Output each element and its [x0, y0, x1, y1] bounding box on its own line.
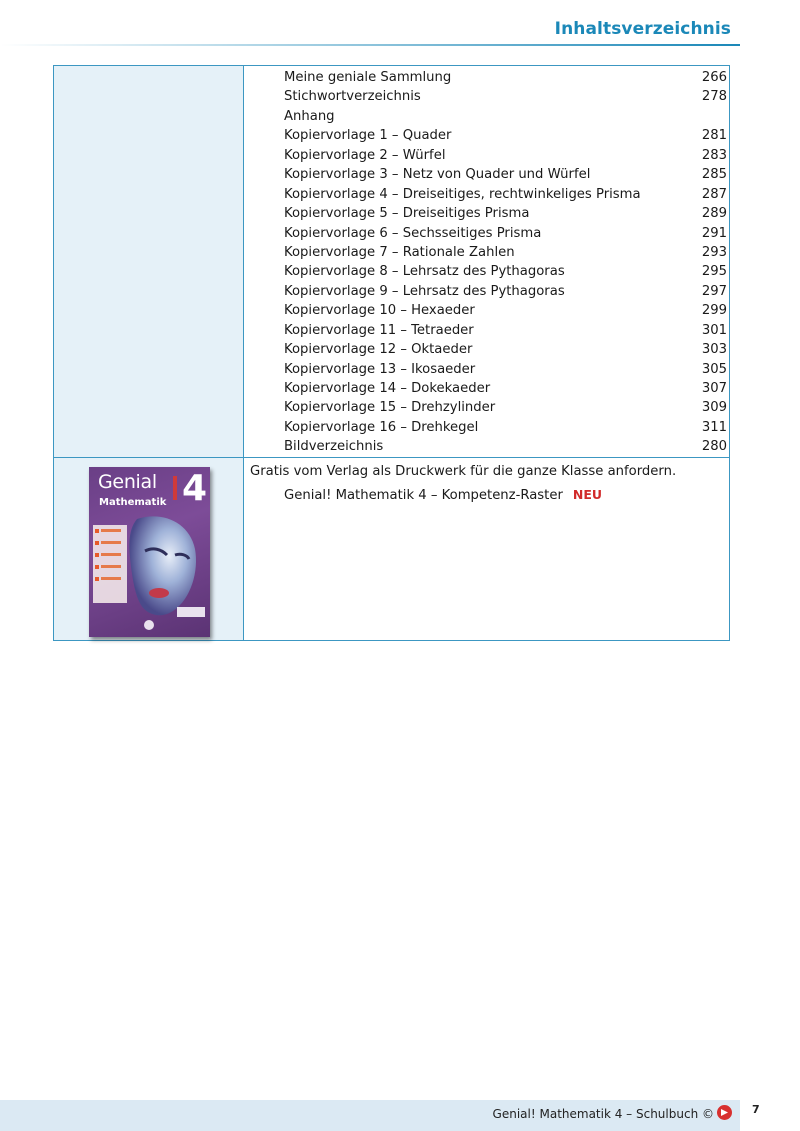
toc-entry	[284, 340, 727, 359]
toc-entry	[284, 262, 727, 281]
toc-entry-title: Anhang	[284, 108, 335, 124]
toc-entry-title: Kopiervorlage 9 – Lehrsatz des Pythagoras	[284, 283, 565, 299]
toc-entry-page: 266	[701, 70, 727, 85]
book-cover-title: Genial	[98, 471, 157, 493]
toc-entry	[284, 204, 727, 223]
toc-entry-page: 311	[701, 419, 727, 435]
toc-entry-page: 283	[701, 147, 727, 163]
toc-entry-page: 301	[701, 322, 727, 338]
toc-entry-title: Kopiervorlage 12 – Oktaeder	[284, 342, 473, 358]
book-cover-subtitle: Mathematik	[99, 497, 167, 508]
toc-entry	[284, 87, 727, 106]
toc-entry-page: 299	[701, 303, 727, 319]
toc-entry-title: Kopiervorlage 16 – Drehkegel	[284, 419, 479, 435]
footer-page-box	[741, 1100, 800, 1131]
toc-entry	[284, 107, 727, 126]
toc-entry-page: 278	[701, 89, 727, 105]
toc-entry	[284, 185, 727, 204]
toc-entry	[284, 360, 727, 379]
toc-entry-title: Kopiervorlage 14 – Dokekaeder	[284, 381, 491, 396]
table-row-divider	[54, 457, 729, 458]
toc-entry-title: Kopiervorlage 2 – Würfel	[284, 147, 446, 163]
toc-left-column	[54, 66, 244, 640]
toc-entry-page: 281	[701, 128, 727, 144]
toc-entry-title: Kopiervorlage 6 – Sechsseitiges Prisma	[284, 225, 542, 241]
toc-entry-page: 285	[701, 167, 727, 183]
book-cover-face-illustration	[89, 511, 210, 637]
toc-entry-title: Kopiervorlage 10 – Hexaeder	[284, 303, 475, 319]
header-rule	[0, 44, 740, 46]
toc-entry-title: Kopiervorlage 3 – Netz von Quader und Würfel	[284, 167, 591, 183]
toc-entry-title: Kopiervorlage 11 – Tetraeder	[284, 322, 474, 338]
toc-entry-title: Kopiervorlage 5 – Dreiseitiges Prisma	[284, 206, 530, 222]
toc-entry	[284, 165, 727, 184]
toc-entry-page: 303	[701, 342, 727, 358]
new-badge: NEU	[572, 487, 603, 502]
supplement-product	[284, 486, 602, 505]
toc-entry-page: 295	[701, 264, 727, 280]
toc-entry-title: Kopiervorlage 7 – Rationale Zahlen	[284, 244, 515, 260]
publisher-logo-icon	[716, 1104, 733, 1121]
toc-entry	[284, 68, 727, 87]
footer-text: Genial! Mathematik 4 – Schulbuch ©	[492, 1107, 714, 1121]
toc-entry	[284, 146, 727, 165]
toc-entry-page: 309	[701, 400, 727, 416]
toc-entry-page: 305	[701, 361, 727, 377]
book-cover-image	[89, 467, 210, 637]
toc-entry-title: Stichwortverzeichnis	[284, 89, 421, 105]
toc-entry-title: Bildverzeichnis	[284, 439, 384, 455]
toc-table	[53, 65, 730, 641]
toc-entry-title: Kopiervorlage 8 – Lehrsatz des Pythagoras	[284, 264, 565, 280]
toc-entry-page: 289	[701, 206, 727, 222]
toc-entry-page: 291	[701, 225, 727, 241]
toc-entry	[284, 126, 727, 145]
toc-entry-page: 293	[701, 244, 727, 260]
toc-entry-list	[284, 68, 727, 457]
book-cover-accent	[173, 476, 177, 500]
toc-entry-page: 280	[701, 439, 727, 455]
toc-entry	[284, 437, 727, 456]
toc-entry	[284, 301, 727, 320]
toc-entry	[284, 379, 727, 398]
toc-entry	[284, 321, 727, 340]
book-cover-number: 4	[182, 468, 208, 509]
toc-entry	[284, 224, 727, 243]
toc-entry-page: 297	[701, 283, 727, 299]
toc-entry-page: 287	[701, 186, 727, 202]
toc-entry-title: Kopiervorlage 1 – Quader	[284, 128, 452, 144]
supplement-product-title: Genial! Mathematik 4 – Kompetenz-Raster	[284, 488, 563, 503]
toc-entry-title: Kopiervorlage 13 – Ikosaeder	[284, 361, 476, 377]
toc-entry	[284, 243, 727, 262]
toc-entry	[284, 398, 727, 417]
toc-entry-title: Kopiervorlage 15 – Drehzylinder	[284, 400, 496, 416]
page-title: Inhaltsverzeichnis	[554, 19, 731, 39]
toc-entry-title: Kopiervorlage 4 – Dreiseitiges, rechtwinkeliges Prisma	[284, 186, 641, 202]
toc-entry	[284, 418, 727, 437]
toc-entry-page: 307	[701, 381, 727, 396]
toc-entry	[284, 282, 727, 301]
toc-entry-title: Meine geniale Sammlung	[284, 70, 452, 85]
page-number: 7	[752, 1103, 760, 1116]
supplement-intro: Gratis vom Verlag als Druckwerk für die ganze Klasse anfordern.	[250, 464, 677, 479]
